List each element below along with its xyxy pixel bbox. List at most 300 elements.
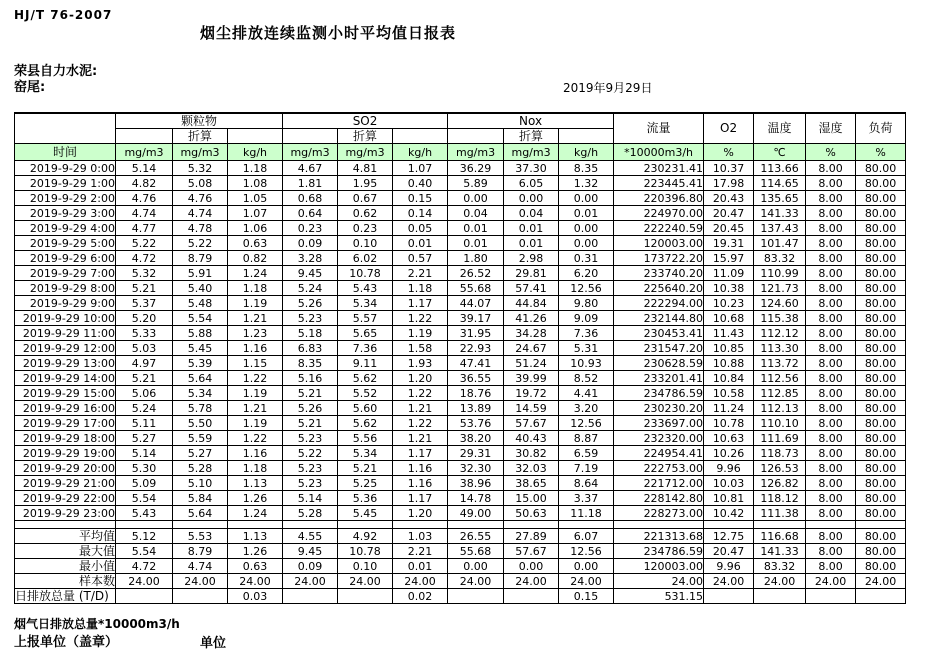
value-cell: 5.91 <box>173 266 228 281</box>
summary-value-cell: 80.00 <box>856 559 906 574</box>
report-title: 烟尘排放连续监测小时平均值日报表 <box>200 24 457 42</box>
summary-value-cell: 24.00 <box>559 574 614 589</box>
table-row <box>15 191 906 206</box>
value-cell: 112.85 <box>754 386 806 401</box>
unit-cell: kg/h <box>228 144 283 161</box>
summary-value-cell <box>504 589 559 604</box>
value-cell: 8.00 <box>806 326 856 341</box>
summary-label: 日排放总量 (T/D) <box>15 589 116 604</box>
value-cell: 5.27 <box>116 431 173 446</box>
summary-row <box>15 544 906 559</box>
value-cell: 6.05 <box>504 176 559 191</box>
value-cell: 4.67 <box>283 161 338 176</box>
value-cell: 230628.59 <box>614 356 704 371</box>
value-cell: 124.60 <box>754 296 806 311</box>
time-cell: 2019-9-29 10:00 <box>15 311 116 326</box>
header-sub-empty <box>283 129 338 144</box>
value-cell: 5.28 <box>173 461 228 476</box>
value-cell: 13.89 <box>448 401 504 416</box>
value-cell: 6.20 <box>559 266 614 281</box>
value-cell: 41.26 <box>504 311 559 326</box>
value-cell: 80.00 <box>856 356 906 371</box>
value-cell: 0.62 <box>338 206 393 221</box>
time-cell: 2019-9-29 5:00 <box>15 236 116 251</box>
value-cell: 10.58 <box>704 386 754 401</box>
table-row <box>15 491 906 506</box>
separator-row <box>15 521 906 529</box>
value-cell: 121.73 <box>754 281 806 296</box>
value-cell: 1.21 <box>393 431 448 446</box>
value-cell: 29.31 <box>448 446 504 461</box>
value-cell: 5.57 <box>338 311 393 326</box>
summary-value-cell <box>704 589 754 604</box>
unit-cell-humidity: % <box>806 144 856 161</box>
summary-value-cell: 27.89 <box>504 529 559 544</box>
value-cell: 114.65 <box>754 176 806 191</box>
value-cell: 80.00 <box>856 266 906 281</box>
value-cell: 1.18 <box>228 161 283 176</box>
unit-label: 单位 <box>200 636 227 651</box>
value-cell: 5.89 <box>448 176 504 191</box>
value-cell: 5.37 <box>116 296 173 311</box>
value-cell: 4.76 <box>173 191 228 206</box>
value-cell: 38.65 <box>504 476 559 491</box>
value-cell: 5.40 <box>173 281 228 296</box>
value-cell: 11.24 <box>704 401 754 416</box>
value-cell: 110.10 <box>754 416 806 431</box>
value-cell: 5.22 <box>173 236 228 251</box>
value-cell: 1.20 <box>393 506 448 521</box>
value-cell: 5.36 <box>338 491 393 506</box>
value-cell: 10.03 <box>704 476 754 491</box>
table-row <box>15 266 906 281</box>
summary-value-cell: 8.00 <box>806 544 856 559</box>
time-cell: 2019-9-29 19:00 <box>15 446 116 461</box>
unit-cell: mg/m3 <box>116 144 173 161</box>
value-cell: 222294.00 <box>614 296 704 311</box>
value-cell: 141.33 <box>754 206 806 221</box>
time-cell: 2019-9-29 11:00 <box>15 326 116 341</box>
value-cell: 5.11 <box>116 416 173 431</box>
value-cell: 5.09 <box>116 476 173 491</box>
value-cell: 0.67 <box>338 191 393 206</box>
value-cell: 8.35 <box>283 356 338 371</box>
value-cell: 111.38 <box>754 506 806 521</box>
value-cell: 80.00 <box>856 296 906 311</box>
value-cell: 1.07 <box>228 206 283 221</box>
value-cell: 1.24 <box>228 266 283 281</box>
value-cell: 1.22 <box>228 371 283 386</box>
value-cell: 10.85 <box>704 341 754 356</box>
table-row <box>15 476 906 491</box>
value-cell: 39.17 <box>448 311 504 326</box>
table-row <box>15 341 906 356</box>
table-row <box>15 311 906 326</box>
table-row <box>15 461 906 476</box>
value-cell: 5.65 <box>338 326 393 341</box>
value-cell: 57.41 <box>504 281 559 296</box>
value-cell: 5.32 <box>116 266 173 281</box>
value-cell: 0.01 <box>448 236 504 251</box>
value-cell: 8.00 <box>806 476 856 491</box>
value-cell: 1.22 <box>228 431 283 446</box>
empty-cell <box>559 521 614 529</box>
report-date: 2019年9月29日 <box>563 81 653 95</box>
value-cell: 8.00 <box>806 356 856 371</box>
value-cell: 4.78 <box>173 221 228 236</box>
summary-row <box>15 589 906 604</box>
value-cell: 232144.80 <box>614 311 704 326</box>
value-cell: 80.00 <box>856 251 906 266</box>
value-cell: 222240.59 <box>614 221 704 236</box>
header-humidity: 湿度 <box>806 113 856 144</box>
value-cell: 38.20 <box>448 431 504 446</box>
value-cell: 12.56 <box>559 281 614 296</box>
value-cell: 0.00 <box>559 221 614 236</box>
summary-value-cell: 4.92 <box>338 529 393 544</box>
value-cell: 8.00 <box>806 161 856 176</box>
table-row <box>15 416 906 431</box>
value-cell: 1.18 <box>228 281 283 296</box>
value-cell: 9.80 <box>559 296 614 311</box>
value-cell: 126.82 <box>754 476 806 491</box>
value-cell: 5.78 <box>173 401 228 416</box>
value-cell: 0.00 <box>559 236 614 251</box>
value-cell: 5.26 <box>283 401 338 416</box>
table-row <box>15 251 906 266</box>
value-cell: 101.47 <box>754 236 806 251</box>
value-cell: 1.19 <box>228 296 283 311</box>
summary-value-cell: 0.01 <box>393 559 448 574</box>
time-cell: 2019-9-29 18:00 <box>15 431 116 446</box>
value-cell: 9.96 <box>704 461 754 476</box>
value-cell: 5.34 <box>173 386 228 401</box>
value-cell: 234786.59 <box>614 386 704 401</box>
header-sub-empty <box>559 129 614 144</box>
value-cell: 224970.00 <box>614 206 704 221</box>
time-cell: 2019-9-29 20:00 <box>15 461 116 476</box>
time-cell: 2019-9-29 12:00 <box>15 341 116 356</box>
time-cell: 2019-9-29 7:00 <box>15 266 116 281</box>
value-cell: 3.20 <box>559 401 614 416</box>
summary-value-cell: 24.00 <box>504 574 559 589</box>
company-name: 荣县自力水泥: <box>14 64 98 79</box>
summary-value-cell: 57.67 <box>504 544 559 559</box>
value-cell: 8.00 <box>806 416 856 431</box>
summary-value-cell: 10.78 <box>338 544 393 559</box>
value-cell: 80.00 <box>856 386 906 401</box>
table-row <box>15 401 906 416</box>
summary-value-cell: 9.45 <box>283 544 338 559</box>
value-cell: 5.24 <box>283 281 338 296</box>
summary-value-cell: 5.12 <box>116 529 173 544</box>
summary-value-cell: 1.13 <box>228 529 283 544</box>
value-cell: 5.23 <box>283 476 338 491</box>
summary-value-cell: 24.00 <box>856 574 906 589</box>
value-cell: 5.32 <box>173 161 228 176</box>
table-row <box>15 176 906 191</box>
summary-value-cell: 24.00 <box>614 574 704 589</box>
time-cell: 2019-9-29 23:00 <box>15 506 116 521</box>
value-cell: 5.84 <box>173 491 228 506</box>
value-cell: 8.00 <box>806 431 856 446</box>
value-cell: 120003.00 <box>614 236 704 251</box>
time-cell: 2019-9-29 1:00 <box>15 176 116 191</box>
value-cell: 5.24 <box>116 401 173 416</box>
value-cell: 1.24 <box>228 506 283 521</box>
value-cell: 8.87 <box>559 431 614 446</box>
summary-label: 平均值 <box>15 529 116 544</box>
value-cell: 8.00 <box>806 191 856 206</box>
value-cell: 0.15 <box>393 191 448 206</box>
value-cell: 8.00 <box>806 236 856 251</box>
value-cell: 5.27 <box>173 446 228 461</box>
value-cell: 1.58 <box>393 341 448 356</box>
value-cell: 10.78 <box>704 416 754 431</box>
table-row <box>15 326 906 341</box>
value-cell: 1.17 <box>393 446 448 461</box>
empty-cell <box>754 521 806 529</box>
value-cell: 19.72 <box>504 386 559 401</box>
summary-value-cell <box>806 589 856 604</box>
unit-cell: mg/m3 <box>448 144 504 161</box>
summary-value-cell: 234786.59 <box>614 544 704 559</box>
value-cell: 221712.00 <box>614 476 704 491</box>
hourly-data-body <box>15 161 906 521</box>
value-cell: 1.23 <box>228 326 283 341</box>
value-cell: 15.97 <box>704 251 754 266</box>
flow-total-note: 烟气日排放总量*10000m3/h <box>14 617 180 631</box>
value-cell: 80.00 <box>856 221 906 236</box>
value-cell: 4.81 <box>338 161 393 176</box>
empty-cell <box>614 521 704 529</box>
empty-cell <box>504 521 559 529</box>
value-cell: 5.21 <box>338 461 393 476</box>
value-cell: 8.00 <box>806 281 856 296</box>
value-cell: 5.21 <box>283 416 338 431</box>
report-unit-label: 上报单位（盖章） <box>14 635 119 650</box>
summary-row <box>15 574 906 589</box>
value-cell: 0.00 <box>504 191 559 206</box>
header-empty-cell <box>15 113 116 144</box>
value-cell: 49.00 <box>448 506 504 521</box>
value-cell: 0.01 <box>504 236 559 251</box>
table-row <box>15 281 906 296</box>
summary-value-cell: 8.00 <box>806 559 856 574</box>
value-cell: 8.00 <box>806 296 856 311</box>
value-cell: 80.00 <box>856 371 906 386</box>
value-cell: 222753.00 <box>614 461 704 476</box>
header-sub-empty <box>393 129 448 144</box>
summary-value-cell: 0.00 <box>559 559 614 574</box>
value-cell: 5.60 <box>338 401 393 416</box>
value-cell: 112.12 <box>754 326 806 341</box>
value-cell: 1.16 <box>393 476 448 491</box>
value-cell: 7.36 <box>338 341 393 356</box>
value-cell: 17.98 <box>704 176 754 191</box>
value-cell: 5.21 <box>116 371 173 386</box>
value-cell: 5.33 <box>116 326 173 341</box>
value-cell: 2.98 <box>504 251 559 266</box>
summary-value-cell <box>173 589 228 604</box>
value-cell: 80.00 <box>856 446 906 461</box>
summary-value-cell: 24.00 <box>754 574 806 589</box>
value-cell: 31.95 <box>448 326 504 341</box>
value-cell: 223445.41 <box>614 176 704 191</box>
summary-value-cell: 80.00 <box>856 529 906 544</box>
time-cell: 2019-9-29 0:00 <box>15 161 116 176</box>
value-cell: 29.81 <box>504 266 559 281</box>
summary-value-cell: 26.55 <box>448 529 504 544</box>
summary-value-cell: 0.15 <box>559 589 614 604</box>
value-cell: 4.82 <box>116 176 173 191</box>
value-cell: 8.00 <box>806 266 856 281</box>
value-cell: 80.00 <box>856 191 906 206</box>
empty-cell <box>173 521 228 529</box>
value-cell: 32.03 <box>504 461 559 476</box>
value-cell: 11.18 <box>559 506 614 521</box>
unit-cell: mg/m3 <box>338 144 393 161</box>
value-cell: 5.21 <box>116 281 173 296</box>
time-cell: 2019-9-29 15:00 <box>15 386 116 401</box>
value-cell: 8.00 <box>806 386 856 401</box>
value-cell: 0.23 <box>283 221 338 236</box>
value-cell: 5.50 <box>173 416 228 431</box>
header-load: 负荷 <box>856 113 906 144</box>
summary-value-cell: 80.00 <box>856 544 906 559</box>
summary-value-cell: 0.63 <box>228 559 283 574</box>
value-cell: 80.00 <box>856 311 906 326</box>
value-cell: 230453.41 <box>614 326 704 341</box>
value-cell: 8.00 <box>806 311 856 326</box>
summary-value-cell: 531.15 <box>614 589 704 604</box>
unit-cell: mg/m3 <box>504 144 559 161</box>
value-cell: 8.00 <box>806 221 856 236</box>
value-cell: 1.22 <box>393 386 448 401</box>
value-cell: 220396.80 <box>614 191 704 206</box>
value-cell: 39.99 <box>504 371 559 386</box>
value-cell: 8.00 <box>806 461 856 476</box>
empty-cell <box>15 521 116 529</box>
value-cell: 80.00 <box>856 476 906 491</box>
value-cell: 1.21 <box>228 311 283 326</box>
value-cell: 24.67 <box>504 341 559 356</box>
summary-label: 样本数 <box>15 574 116 589</box>
value-cell: 80.00 <box>856 416 906 431</box>
value-cell: 113.66 <box>754 161 806 176</box>
value-cell: 5.18 <box>283 326 338 341</box>
time-cell: 2019-9-29 3:00 <box>15 206 116 221</box>
value-cell: 2.21 <box>393 266 448 281</box>
value-cell: 10.42 <box>704 506 754 521</box>
value-cell: 5.45 <box>338 506 393 521</box>
time-header: 时间 <box>15 144 116 161</box>
value-cell: 1.19 <box>393 326 448 341</box>
summary-value-cell <box>448 589 504 604</box>
summary-value-cell: 12.56 <box>559 544 614 559</box>
summary-label: 最大值 <box>15 544 116 559</box>
value-cell: 5.64 <box>173 506 228 521</box>
value-cell: 115.38 <box>754 311 806 326</box>
value-cell: 5.34 <box>338 446 393 461</box>
value-cell: 230230.20 <box>614 401 704 416</box>
value-cell: 5.23 <box>283 311 338 326</box>
value-cell: 8.00 <box>806 506 856 521</box>
value-cell: 5.14 <box>116 161 173 176</box>
empty-cell <box>393 521 448 529</box>
time-cell: 2019-9-29 13:00 <box>15 356 116 371</box>
value-cell: 1.21 <box>228 401 283 416</box>
summary-value-cell: 24.00 <box>393 574 448 589</box>
monitoring-table <box>14 112 906 604</box>
value-cell: 0.31 <box>559 251 614 266</box>
value-cell: 5.23 <box>283 461 338 476</box>
value-cell: 80.00 <box>856 326 906 341</box>
value-cell: 8.00 <box>806 371 856 386</box>
value-cell: 10.63 <box>704 431 754 446</box>
value-cell: 225640.20 <box>614 281 704 296</box>
value-cell: 0.01 <box>504 221 559 236</box>
value-cell: 0.04 <box>448 206 504 221</box>
value-cell: 4.77 <box>116 221 173 236</box>
value-cell: 111.69 <box>754 431 806 446</box>
summary-value-cell <box>338 589 393 604</box>
value-cell: 1.15 <box>228 356 283 371</box>
value-cell: 5.52 <box>338 386 393 401</box>
summary-value-cell <box>283 589 338 604</box>
time-cell: 2019-9-29 16:00 <box>15 401 116 416</box>
summary-value-cell: 0.03 <box>228 589 283 604</box>
value-cell: 6.59 <box>559 446 614 461</box>
value-cell: 0.14 <box>393 206 448 221</box>
table-row <box>15 431 906 446</box>
summary-value-cell: 9.96 <box>704 559 754 574</box>
value-cell: 5.03 <box>116 341 173 356</box>
summary-value-cell: 24.00 <box>338 574 393 589</box>
value-cell: 80.00 <box>856 161 906 176</box>
value-cell: 83.32 <box>754 251 806 266</box>
value-cell: 5.10 <box>173 476 228 491</box>
value-cell: 20.47 <box>704 206 754 221</box>
value-cell: 80.00 <box>856 506 906 521</box>
summary-value-cell: 0.10 <box>338 559 393 574</box>
value-cell: 6.83 <box>283 341 338 356</box>
summary-value-cell: 4.55 <box>283 529 338 544</box>
section-name: 窑尾: <box>14 80 46 95</box>
value-cell: 20.43 <box>704 191 754 206</box>
value-cell: 0.00 <box>559 191 614 206</box>
value-cell: 1.80 <box>448 251 504 266</box>
table-row <box>15 206 906 221</box>
value-cell: 112.56 <box>754 371 806 386</box>
time-cell: 2019-9-29 2:00 <box>15 191 116 206</box>
time-cell: 2019-9-29 17:00 <box>15 416 116 431</box>
summary-value-cell: 24.00 <box>283 574 338 589</box>
value-cell: 14.59 <box>504 401 559 416</box>
value-cell: 12.56 <box>559 416 614 431</box>
unit-cell-flow: *10000m3/h <box>614 144 704 161</box>
value-cell: 80.00 <box>856 341 906 356</box>
value-cell: 4.72 <box>116 251 173 266</box>
value-cell: 80.00 <box>856 206 906 221</box>
value-cell: 5.54 <box>173 311 228 326</box>
value-cell: 9.09 <box>559 311 614 326</box>
value-cell: 10.81 <box>704 491 754 506</box>
value-cell: 32.30 <box>448 461 504 476</box>
summary-label: 最小值 <box>15 559 116 574</box>
value-cell: 233201.41 <box>614 371 704 386</box>
value-cell: 8.00 <box>806 341 856 356</box>
